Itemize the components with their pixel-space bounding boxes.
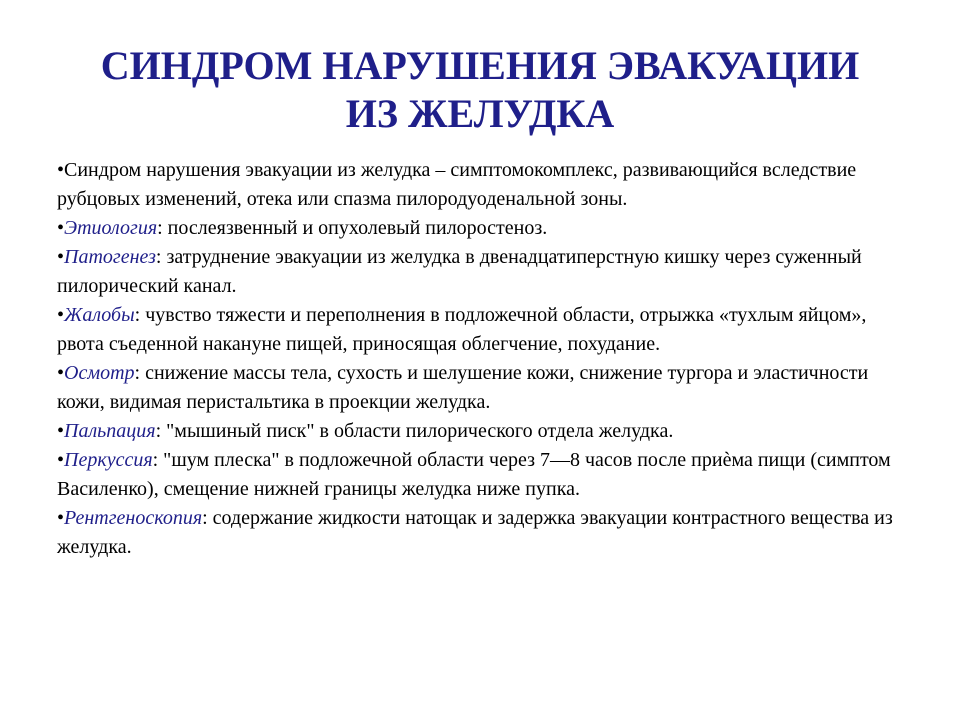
bullet-term: Перкуссия	[64, 449, 153, 471]
bullet-marker: •	[57, 159, 65, 181]
bullet-item-radiography	[57, 504, 907, 562]
bullet-text: : "мышиный писк" в области пилорического отдела желудка.	[155, 420, 674, 442]
bullet-term: Этиология	[64, 217, 158, 239]
bullet-list	[57, 156, 907, 562]
bullet-item-pathogenesis	[57, 243, 907, 301]
bullet-term: Рентгеноскопия	[64, 507, 203, 529]
bullet-text: Синдром нарушения эвакуации из желудка – симптомокомплекс, развивающийся вследствие рубцовых изменений, отека или спазма пилородуоденальной зоны.	[57, 159, 857, 210]
bullet-item-complaints	[57, 301, 907, 359]
bullet-term: Патогенез	[64, 246, 156, 268]
slide-title-line-2: ИЗ ЖЕЛУДКА	[345, 91, 615, 136]
bullet-marker: •	[57, 507, 65, 529]
bullet-marker: •	[57, 217, 65, 239]
bullet-marker: •	[57, 449, 65, 471]
bullet-item-examination	[57, 359, 907, 417]
bullet-text: : снижение массы тела, сухость и шелушение кожи, снижение тургора и эластичности кожи, видимая перистальтика в проекции желудка.	[57, 362, 869, 413]
bullet-item-percussion	[57, 446, 907, 504]
bullet-term: Жалобы	[64, 304, 135, 326]
bullet-item-etiology	[57, 214, 907, 243]
bullet-item-palpation	[57, 417, 907, 446]
bullet-item-definition	[57, 156, 907, 214]
bullet-term: Осмотр	[64, 362, 135, 384]
bullet-marker: •	[57, 420, 65, 442]
bullet-marker: •	[57, 362, 65, 384]
bullet-text: : содержание жидкости натощак и задержка эвакуации контрастного вещества из желудка.	[57, 507, 893, 558]
bullet-text: : послеязвенный и опухолевый пилоростеноз.	[157, 217, 548, 239]
slide-title-line-1: СИНДРОМ НАРУШЕНИЯ ЭВАКУАЦИИ	[100, 43, 860, 88]
bullet-text: : затруднение эвакуации из желудка в двенадцатиперстную кишку через суженный пилорический канал.	[57, 246, 862, 297]
bullet-marker: •	[57, 304, 65, 326]
bullet-term: Пальпация	[64, 420, 156, 442]
slide-title	[40, 42, 920, 138]
bullet-marker: •	[57, 246, 65, 268]
bullet-text: : чувство тяжести и переполнения в подложечной области, отрыжка «тухлым яйцом», рвота съеденной накануне пищей, приносящая облегчение, похудание.	[57, 304, 867, 355]
bullet-text: : "шум плеска" в подложечной области через 7—8 часов после приѐма пищи (симптом Василенко), смещение нижней границы желудка ниже пупка.	[57, 449, 891, 500]
